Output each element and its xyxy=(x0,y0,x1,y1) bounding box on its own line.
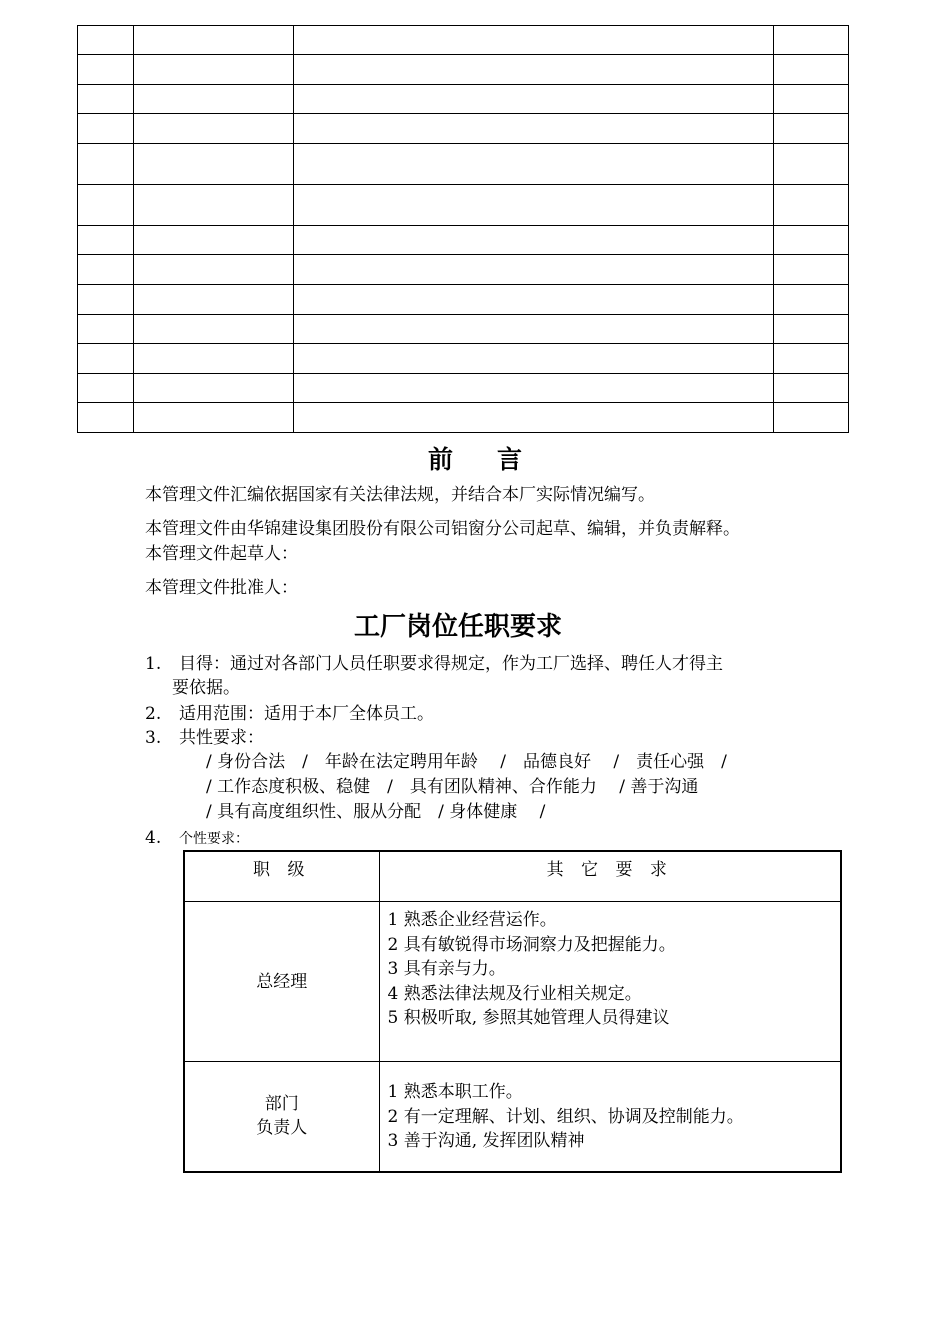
empty-cell xyxy=(774,85,849,114)
empty-cell xyxy=(78,144,134,185)
item-2 xyxy=(145,703,434,725)
item-2-text: 适用范围：适用于本厂全体员工。 xyxy=(179,704,434,724)
empty-cell xyxy=(78,285,134,315)
empty-cell xyxy=(294,315,774,344)
table-row xyxy=(78,26,849,55)
role-general-manager xyxy=(184,902,379,1062)
item-4 xyxy=(145,827,249,850)
empty-cell xyxy=(78,374,134,403)
role-label: 部门 xyxy=(264,1094,299,1115)
list-item: 3 善于沟通, 发挥团队精神 xyxy=(387,1131,585,1151)
header-requirements: 其 它 要 求 xyxy=(379,851,841,902)
empty-cell xyxy=(294,255,774,285)
empty-cell xyxy=(78,255,134,285)
empty-cell xyxy=(294,144,774,185)
empty-cell xyxy=(134,144,294,185)
empty-cell xyxy=(134,226,294,255)
empty-cell xyxy=(774,185,849,226)
table-row xyxy=(78,185,849,226)
item-4-text: 个性要求： xyxy=(179,831,249,847)
item-4-number: 4. xyxy=(145,828,162,848)
empty-cell xyxy=(78,85,134,114)
empty-cell xyxy=(774,55,849,85)
role-label: 负责人 xyxy=(256,1118,308,1139)
approver-line: 本管理文件批准人： xyxy=(145,578,298,598)
empty-cell xyxy=(774,255,849,285)
item-3-text: 共性要求： xyxy=(179,728,264,748)
empty-cell xyxy=(294,55,774,85)
empty-cell xyxy=(774,315,849,344)
empty-cell xyxy=(294,226,774,255)
empty-cell xyxy=(774,403,849,433)
item-1-text: 目得：通过对各部门人员任职要求得规定，作为工厂选择、聘任人才得主 xyxy=(179,654,723,674)
empty-cell xyxy=(134,285,294,315)
table-row xyxy=(78,285,849,315)
foreword-paragraph-1: 本管理文件汇编依据国家有关法律法规，并结合本厂实际情况编写。 xyxy=(145,485,655,505)
item-2-number: 2. xyxy=(145,704,162,724)
empty-cell xyxy=(774,285,849,315)
common-line-2: / 工作态度积极、稳健 / 具有团队精神、合作能力 / 善于沟通 xyxy=(206,777,699,797)
empty-cell xyxy=(78,403,134,433)
table-row xyxy=(78,144,849,185)
empty-cell xyxy=(294,85,774,114)
empty-cell xyxy=(134,374,294,403)
list-item: 2 具有敏锐得市场洞察力及把握能力。 xyxy=(387,934,676,955)
empty-cell xyxy=(134,85,294,114)
empty-cell xyxy=(774,226,849,255)
table-row xyxy=(78,374,849,403)
role-department-head xyxy=(184,1062,379,1172)
item-3-number: 3. xyxy=(145,728,162,748)
empty-cell xyxy=(294,185,774,226)
table-row xyxy=(78,55,849,85)
list-item: 3 具有亲与力。 xyxy=(387,959,506,979)
item-1-number: 1. xyxy=(145,654,162,674)
empty-cell xyxy=(78,114,134,144)
table-header-row xyxy=(184,851,841,902)
list-item: 1 熟悉本职工作。 xyxy=(387,1082,523,1102)
empty-cell xyxy=(78,344,134,374)
item-1 xyxy=(145,653,723,675)
empty-cell xyxy=(134,185,294,226)
empty-cell xyxy=(294,374,774,403)
foreword-title xyxy=(0,440,950,476)
drafter-line: 本管理文件起草人： xyxy=(145,544,298,564)
item-1-continuation: 要依据。 xyxy=(172,678,240,698)
empty-cell xyxy=(774,26,849,55)
table-row xyxy=(78,85,849,114)
table-row xyxy=(78,226,849,255)
empty-cell xyxy=(134,114,294,144)
empty-cell xyxy=(134,403,294,433)
empty-cell xyxy=(78,315,134,344)
empty-cell xyxy=(774,374,849,403)
foreword-title-right: 言 xyxy=(497,445,523,474)
foreword-paragraph-2: 本管理文件由华锦建设集团股份有限公司铝窗分公司起草、编辑，并负责解释。 xyxy=(145,519,740,539)
role-label: 总经理 xyxy=(256,971,308,992)
table-row xyxy=(184,1062,841,1172)
table-row xyxy=(78,315,849,344)
table-row xyxy=(78,403,849,433)
header-rank: 职 级 xyxy=(184,851,379,902)
empty-cell xyxy=(774,144,849,185)
blank-grid-table xyxy=(77,25,849,433)
empty-cell xyxy=(134,55,294,85)
list-item: 4 熟悉法律法规及行业相关规定。 xyxy=(387,983,642,1004)
requirements-general-manager xyxy=(379,902,841,1062)
list-item: 1 熟悉企业经营运作。 xyxy=(387,910,557,930)
requirements-table xyxy=(183,850,842,1173)
empty-cell xyxy=(78,226,134,255)
table-row xyxy=(78,255,849,285)
empty-cell xyxy=(78,185,134,226)
list-item: 5 积极听取, 参照其她管理人员得建议 xyxy=(387,1008,670,1028)
common-line-3: / 具有高度组织性、服从分配 / 身体健康 / xyxy=(206,802,546,822)
list-item: 2 有一定理解、计划、组织、协调及控制能力。 xyxy=(387,1106,744,1127)
foreword-title-left: 前 xyxy=(427,445,453,474)
empty-cell xyxy=(294,114,774,144)
empty-cell xyxy=(78,26,134,55)
empty-cell xyxy=(774,344,849,374)
empty-cell xyxy=(294,26,774,55)
item-3 xyxy=(145,727,264,749)
empty-cell xyxy=(134,255,294,285)
table-row xyxy=(184,902,841,1062)
table-row xyxy=(78,114,849,144)
common-line-1: / 身份合法 / 年龄在法定聘用年龄 / 品德良好 / 责任心强 / xyxy=(206,752,727,772)
empty-cell xyxy=(134,344,294,374)
table-row xyxy=(78,344,849,374)
section-title: 工厂岗位任职要求 xyxy=(353,612,562,642)
requirements-department-head xyxy=(379,1062,841,1172)
empty-cell xyxy=(774,114,849,144)
empty-cell xyxy=(134,315,294,344)
empty-cell xyxy=(294,403,774,433)
empty-cell xyxy=(78,55,134,85)
empty-cell xyxy=(294,285,774,315)
empty-cell xyxy=(294,344,774,374)
empty-cell xyxy=(134,26,294,55)
